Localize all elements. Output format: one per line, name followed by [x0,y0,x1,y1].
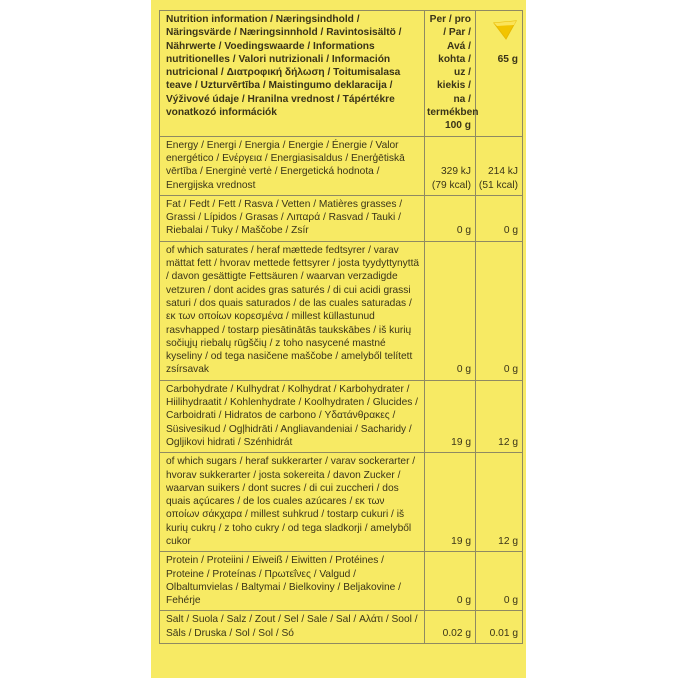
energy-kj-per100: 329 kJ [440,166,471,178]
table-row [160,552,523,611]
table-row [160,380,523,452]
per-label: Per / pro / Par / Avá / kohta / uz / kiekis / na / termékben [427,14,479,119]
row-salt-label: Salt / Suola / Salz / Zout / Sel / Sale / Sal / Αλάτι / Sool / Sāls / Druska / Sol / Sol / Só [160,611,425,644]
row-protein-per100: 0 g [425,552,476,611]
row-energy-label: Energy / Energi / Energia / Energie / Énergie / Valor energético / Ενέργεια / Energiasisaldus / Enerģētiskā vērtība / Energinė vertė / Energetická hodnota / Energijska vrednost [160,136,425,195]
row-salt-portion: 0.01 g [476,611,523,644]
cheese-wedge-icon [492,19,518,41]
row-saturates-portion: 0 g [476,241,523,380]
row-energy-per100 [425,136,476,195]
portion-amount: 65 g [497,54,518,65]
row-carbohydrate-label: Carbohydrate / Kulhydrat / Kolhydrat / Karbohydrater / Hiilihydraatit / Kohlenhydrate / Koolhydraten / Glucides / Carboidrati / Hidratos de carbono / Υδατάνθρακες / Süsivesikud / Ogļhidrāti / Angliavandeniai / Sacharidy / Ogljikovi hidrati / Szénhidrát [160,380,425,452]
per-amount: 100 g [444,120,471,132]
row-fat-per100: 0 g [425,195,476,241]
row-saturates-per100: 0 g [425,241,476,380]
row-protein-portion: 0 g [476,552,523,611]
row-carbohydrate-portion: 12 g [476,380,523,452]
row-carbohydrate-per100: 19 g [425,380,476,452]
row-fat-label: Fat / Fedt / Fett / Rasva / Vetten / Matières grasses / Grassi / Lípidos / Grasas / Λιπαρά / Rasvad / Tauki / Riebalai / Tuky / Maščobe / Zsír [160,195,425,241]
row-energy-portion [476,136,523,195]
header-portion [476,11,523,137]
row-sugars-portion: 12 g [476,453,523,552]
table-row [160,453,523,552]
table-header-row [160,11,523,137]
energy-kcal-portion: (51 kcal) [478,179,518,191]
row-salt-per100: 0.02 g [425,611,476,644]
header-per-100g [425,11,479,137]
row-sugars-per100: 19 g [425,453,476,552]
energy-kj-portion: 214 kJ [487,166,518,178]
nutrition-label-panel [151,0,526,678]
table-row [160,241,523,380]
nutrition-table [159,10,523,644]
table-row [160,611,523,644]
energy-kcal-per100: (79 kcal) [431,179,471,191]
table-row [160,136,523,195]
row-protein-label: Protein / Proteiini / Eiweiß / Eiwitten / Protéines / Proteine / Proteínas / Πρωτεΐνες / Valgud / Olbaltumvielas / Baltymai / Bielkoviny / Beljakovine / Fehérje [160,552,425,611]
row-sugars-label: of which sugars / heraf sukkerarter / varav sockerarter / hvorav sukkerarter / josta sokereita / davon Zucker / waarvan suikers / dont sucres / di cui zuccheri / dos quais açúcares / de los cuales azúcares / εκ των οποίων σάκχαρα / millest suhkrud / tostarp cukuri / iš kurių cukrų / z toho cukry / od tega sladkorji / amelyből cukor [160,453,425,552]
table-row [160,195,523,241]
row-fat-portion: 0 g [476,195,523,241]
header-description: Nutrition information / Næringsindhold / Näringsvärde / Næringsinnhold / Ravintosisältö / Nährwerte / Voedingswaarde / Informations nutritionelles / Valori nutrizionali / Información nutricional / Διατροφική δήλωση / Toitumisalasa teave / Uzturvērtība / Maistingumo deklaracija / Výživové údaje / Hranilna vrednost / Tápértékre vonatkozó információk [160,11,425,137]
row-saturates-label: of which saturates / heraf mættede fedtsyrer / varav mättat fett / hvorav mettede fettsyrer / josta tyydyttynyttä / davon gesättigte Fettsäuren / waarvan verzadigde vetzuren / dont acides gras saturés / di cui acidi grassi saturi / dos quais saturados / de las cuales saturadas / εκ των οποίων κορεσμένα / millest küllastunud rasvhapped / tostarp piesātinātās taukskābes / iš kurių sočiųjų riebalų rūgščių / z toho nasycené mastné kyseliny / od tega nasičene maščobe / amelyből telített zsírsavak [160,241,425,380]
